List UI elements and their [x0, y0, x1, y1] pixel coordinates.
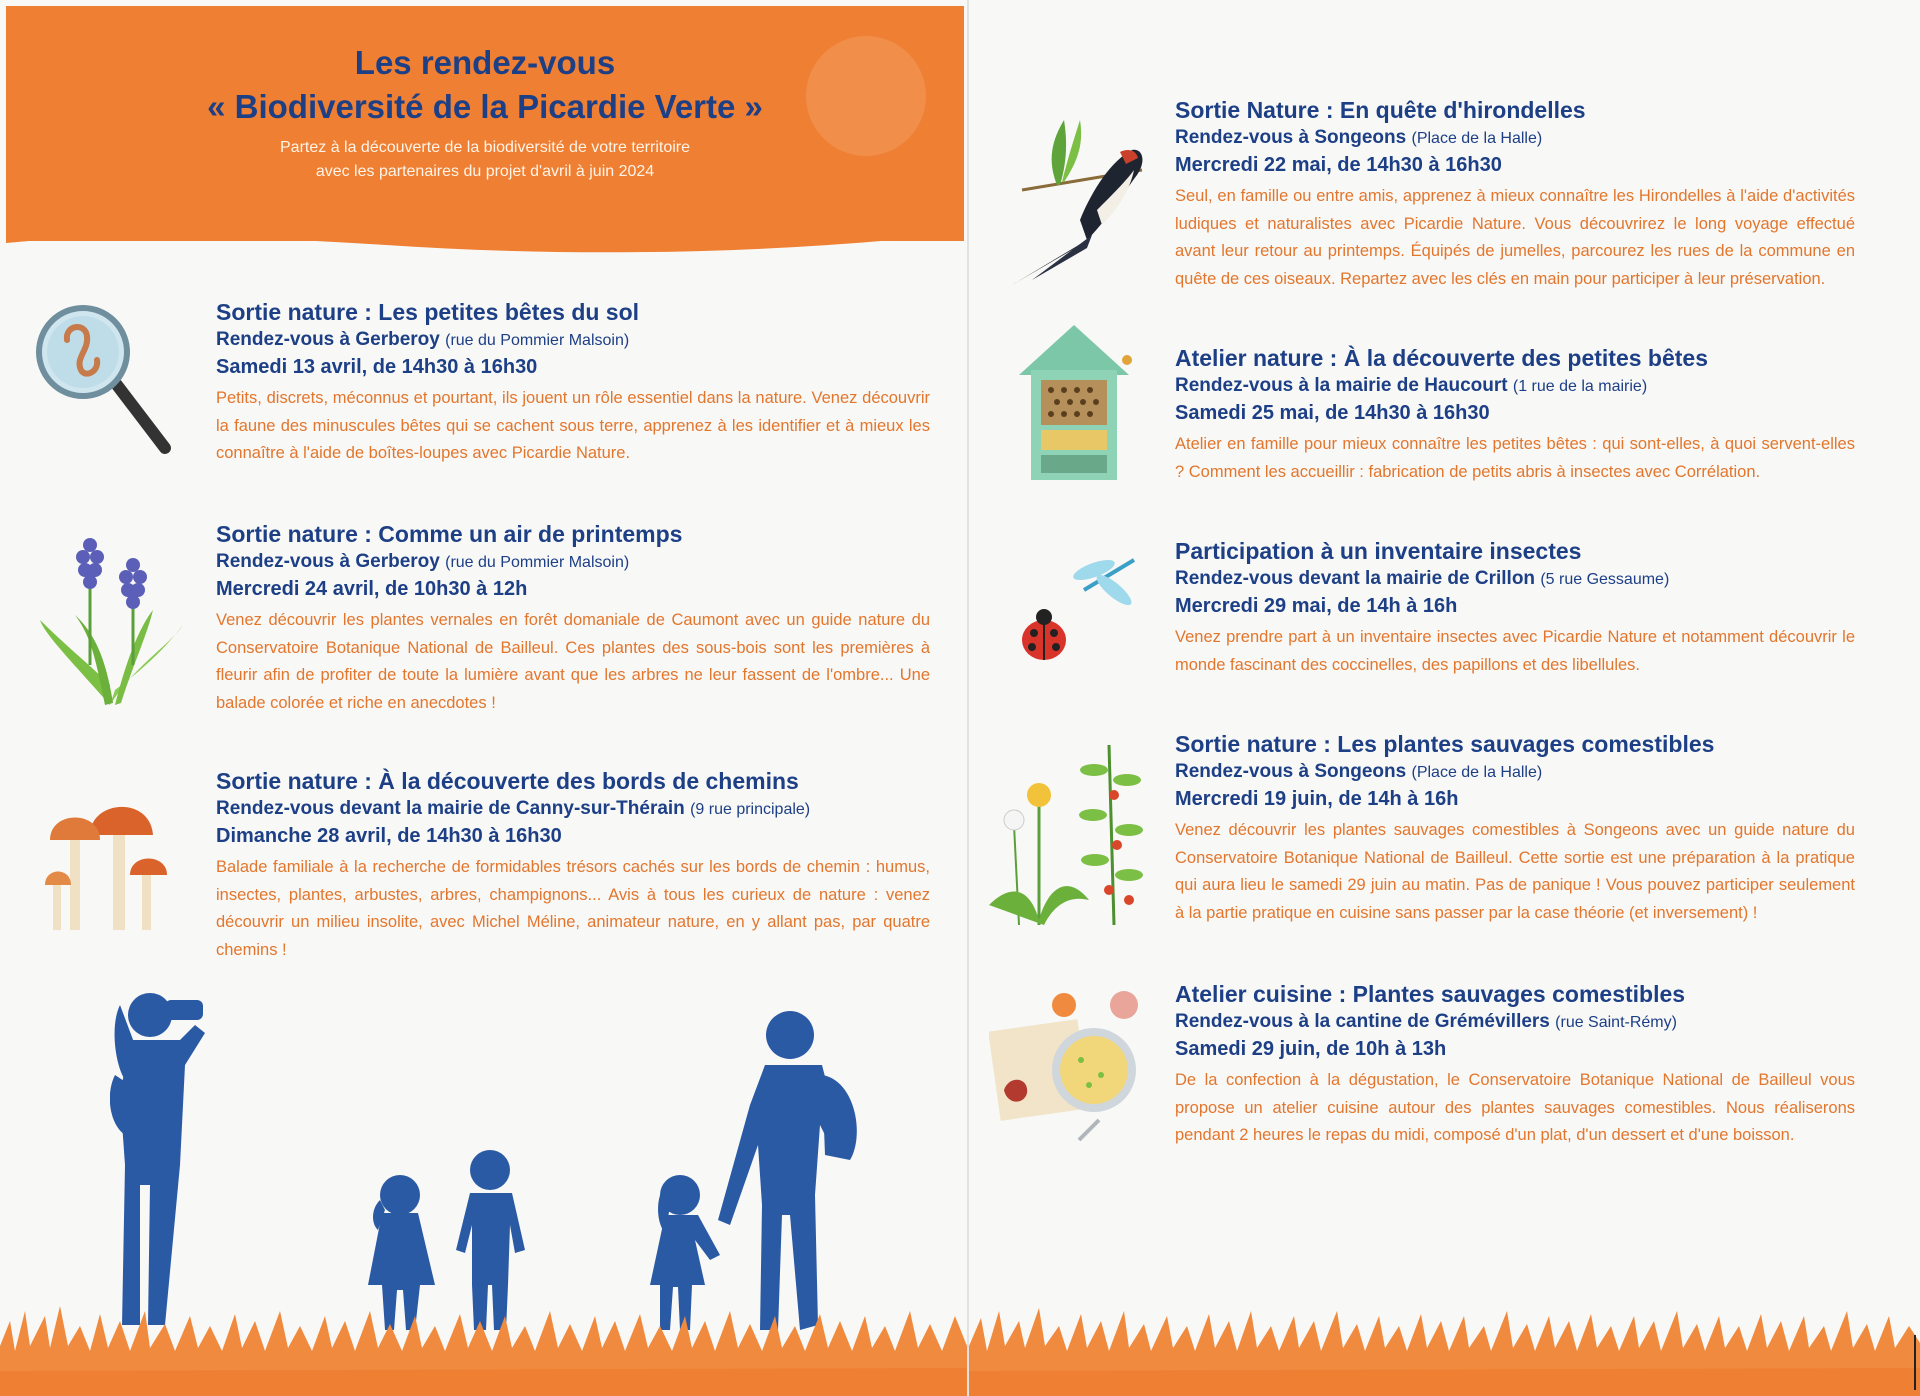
grass-footer	[0, 1276, 967, 1396]
magnifier-worm-icon	[35, 300, 180, 460]
mushrooms-icon	[45, 785, 180, 935]
event-hirondelles	[1175, 96, 1855, 293]
place-name: Rendez-vous à Gerberoy	[216, 551, 440, 572]
place-name: Rendez-vous devant la mairie de Canny-sur-Thérain	[216, 798, 685, 819]
insect-hotel-icon	[1009, 320, 1144, 485]
place-address: (rue Saint-Rémy)	[1555, 1014, 1677, 1031]
event-title: Sortie nature : À la découverte des bords de chemins	[216, 768, 799, 794]
page-title-line1: Les rendez-vous	[354, 44, 616, 81]
event-description: Petits, discrets, méconnus et pourtant, ils jouent un rôle essentiel dans la nature. Venez découvrir la faune des minuscules bêtes qui se cachent sous terre, apprenez à les identifier et à mieux les connaître à l'aide de boîtes-loupes avec Picardie Nature.	[216, 389, 930, 462]
event-place	[1175, 758, 1855, 786]
event-description: De la confection à la dégustation, le Conservatoire Botanique National de Bailleul vous propose un atelier cuisine autour des plantes sauvages comestibles. Nous réaliserons pendant 2 heures le repas du midi, composé d'un plat, d'un dessert et d'une boisson.	[1175, 1071, 1855, 1144]
event-description: Atelier en famille pour mieux connaître les petites bêtes : qui sont-elles, à quoi servent-elles ? Comment les accueillir : fabrication de petits abris à insectes avec Corrélation.	[1175, 435, 1855, 481]
event-title: Atelier cuisine : Plantes sauvages comestibles	[1175, 981, 1686, 1007]
scan-mark	[1914, 1335, 1916, 1390]
cooking-icon	[989, 985, 1154, 1145]
event-date: Samedi 25 mai, de 14h30 à 16h30	[1175, 402, 1490, 424]
place-address: (5 rue Gessaume)	[1540, 571, 1670, 588]
event-place	[216, 548, 930, 576]
place-name: Rendez-vous à la cantine de Grémévillers	[1175, 1011, 1550, 1032]
event-title: Sortie nature : Les plantes sauvages comestibles	[1175, 731, 1715, 757]
header-banner	[6, 6, 964, 241]
page-title-line2: « Biodiversité de la Picardie Verte »	[207, 88, 763, 125]
event-title: Sortie nature : Les petites bêtes du sol	[216, 299, 640, 325]
place-address: (rue du Pommier Malsoin)	[445, 554, 630, 571]
place-address: (9 rue principale)	[690, 801, 811, 818]
event-description: Balade familiale à la recherche de formidables trésors cachés sur les bords de chemin : humus, insectes, plantes, arbustes, arbres, champignons... Avis à tous les curieux de nature : venez découvrir un milieu insolite, avec Michel Méline, animateur nature, en y allant pas, par quatre chemins !	[216, 858, 930, 959]
subtitle-line2: avec les partenaires du projet d'avril à juin 2024	[315, 163, 655, 180]
place-address: (1 rue de la mairie)	[1512, 378, 1648, 395]
place-address: (rue du Pommier Malsoin)	[445, 332, 630, 349]
event-date: Mercredi 24 avril, de 10h30 à 12h	[216, 578, 528, 600]
grass-footer	[969, 1276, 1920, 1396]
event-date: Dimanche 28 avril, de 14h30 à 16h30	[216, 825, 562, 847]
event-place	[216, 326, 930, 354]
place-name: Rendez-vous devant la mairie de Crillon	[1175, 568, 1536, 589]
event-place	[216, 795, 930, 823]
header-wave	[6, 215, 964, 260]
event-date: Samedi 13 avril, de 14h30 à 16h30	[216, 356, 538, 378]
place-name: Rendez-vous à Gerberoy	[216, 329, 440, 350]
swallow-icon	[1002, 100, 1152, 285]
muscari-flower-icon	[35, 525, 185, 710]
event-sol	[216, 298, 930, 468]
event-title: Sortie nature : Comme un air de printemps	[216, 521, 683, 547]
subtitle-line1: Partez à la découverte de la biodiversité de votre territoire	[280, 139, 690, 156]
event-petites-betes	[1175, 344, 1855, 486]
event-inventaire	[1175, 537, 1855, 679]
event-chemins	[216, 767, 930, 964]
event-place	[1175, 1008, 1855, 1036]
ladybug-dragonfly-icon	[1014, 545, 1144, 670]
event-title: Sortie Nature : En quête d'hirondelles	[1175, 97, 1586, 123]
event-description: Venez découvrir les plantes sauvages comestibles à Songeons avec un guide nature du Conservatoire Botanique National de Bailleul. Cette sortie est une préparation à la pratique qui aura lieu le samedi 29 juin au matin. Pas de panique ! Vous pouvez participer seulement à la partie pratique en cuisine sans passer par la case théorie (et inversement) !	[1175, 821, 1855, 922]
place-address: (Place de la Halle)	[1411, 764, 1543, 781]
event-date: Samedi 29 juin, de 10h à 13h	[1175, 1038, 1447, 1060]
wild-plants-icon	[989, 735, 1154, 930]
event-date: Mercredi 29 mai, de 14h à 16h	[1175, 595, 1458, 617]
event-description: Seul, en famille ou entre amis, apprenez à mieux connaître les Hirondelles à l'aide d'activités ludiques et naturalistes avec Picardie Nature. Vous découvrirez le long voyage effectué avant leur retour au printemps. Équipés de jumelles, parcourez les rues de la commune en quête de ces oiseaux. Repartez avec les clés en main pour participer à leur préservation.	[1175, 187, 1855, 288]
place-address: (Place de la Halle)	[1411, 130, 1543, 147]
event-plantes-sauvages	[1175, 730, 1855, 927]
place-name: Rendez-vous à Songeons	[1175, 127, 1407, 148]
event-place	[1175, 565, 1855, 593]
place-name: Rendez-vous à Songeons	[1175, 761, 1407, 782]
event-date: Mercredi 22 mai, de 14h30 à 16h30	[1175, 154, 1502, 176]
event-description: Venez prendre part à un inventaire insectes avec Picardie Nature et notamment découvrir le monde fascinant des coccinelles, des papillons et des libellules.	[1175, 628, 1855, 674]
right-page	[967, 0, 1920, 1396]
event-description: Venez découvrir les plantes vernales en forêt domaniale de Caumont avec un guide nature du Conservatoire Botanique National de Bailleul. Ces plantes des sous-bois sont les premières à fleurir afin de profiter de toute la lumière avant que les arbres ne leur fassent de l'ombre... Une balade colorée et riche en anecdotes !	[216, 611, 930, 712]
place-name: Rendez-vous à la mairie de Haucourt	[1175, 375, 1508, 396]
event-title: Participation à un inventaire insectes	[1175, 538, 1582, 564]
event-printemps	[216, 520, 930, 717]
event-place	[1175, 372, 1855, 400]
event-date: Mercredi 19 juin, de 14h à 16h	[1175, 788, 1459, 810]
page-subtitle	[6, 136, 964, 184]
event-title: Atelier nature : À la découverte des petites bêtes	[1175, 345, 1709, 371]
event-atelier-cuisine	[1175, 980, 1855, 1150]
event-place	[1175, 124, 1855, 152]
